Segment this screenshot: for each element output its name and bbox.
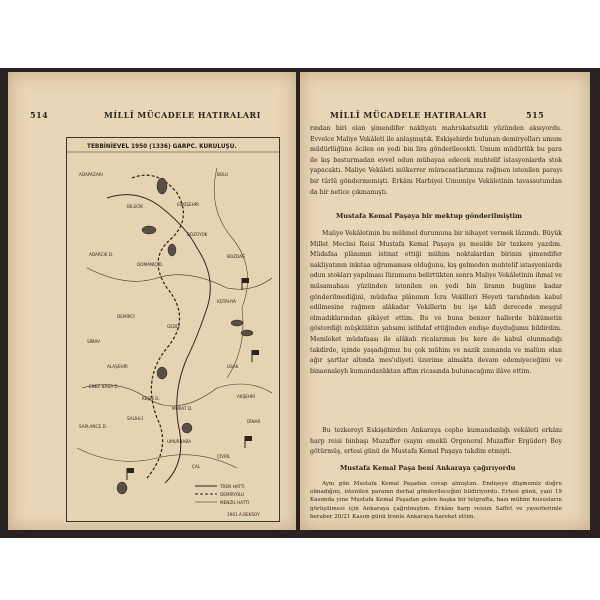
map-label: SİMAV <box>87 339 100 344</box>
paragraph: Bu tezkereyi Eskişehirden Ankaraya cephe kumandanlığı vekâleti erkânı harp reisi binbaşı Muzaffer (sayın emekli Orgeneral Muzaffer Ergüder) Bey götürmüş, ertesi günü de Mustafa Kemal Paşaya takdim etmişti. <box>310 427 562 456</box>
map-label: UMURBABA <box>167 439 192 444</box>
map-label: GEDİZ <box>167 324 181 329</box>
troop-unit-marker <box>157 367 167 379</box>
map-label: DEMİRCİ <box>117 314 135 319</box>
map-label: USAK <box>227 364 239 369</box>
map-river <box>77 448 237 468</box>
troop-unit-marker <box>231 320 243 326</box>
map-label: ÇİVRİL <box>217 454 231 459</box>
right-page <box>300 72 590 530</box>
legend-item: DEMİRYOLU <box>220 492 245 497</box>
map-label: SAPLANCE D. <box>79 424 108 429</box>
legend-item: TREN HATTI <box>220 484 245 489</box>
map-rail-line <box>107 195 210 483</box>
paragraph: rından biri olan şimendifer nakliyatı mahrukatsızlık yüzünden aksıyordu. Evvelce Maliye Vekâleti ile anlaşmıştık. Eskişehirde bulunan demiryolları umum müdürlüğüne âcilen on yedi bin lira gönderilecekti. Umum müdürlük bu para ile kış basturmadan evvel odun mübayaa edecek muhtelif istasyonlarda stok yapacaktı. Maliye Vekâleti mükerrer müracaatlarımıza rağmen istenilen parayı bir türlü göndermemişti. Erkânı Harbiyei Umumiye Vekâletinin tavassutundan da bir netice çıkmamıştı. <box>310 125 562 196</box>
map-label: KEŞİŞ D. <box>142 396 160 401</box>
map-title: TEBBİNİEVEL 1950 (1336) GARPC. KURULUŞU. <box>87 144 237 150</box>
map-river <box>214 168 247 378</box>
troop-unit-marker <box>168 244 176 256</box>
map-label: KÜTAHYA <box>217 299 237 304</box>
map-label: ADAPAZARI <box>79 172 103 177</box>
map-label: BOZDAĞ <box>227 254 246 259</box>
page-number-left: 514 <box>30 110 49 120</box>
troop-unit-marker <box>117 482 127 494</box>
map-legend <box>195 484 249 505</box>
map-signature: 1961 A.BEKSOY <box>227 512 260 517</box>
book-spread <box>0 68 600 538</box>
map-label: ADARCIK D. <box>89 252 114 257</box>
map-label: BOZÜYÜK <box>187 232 208 237</box>
map-label: AKŞEHİR <box>237 394 256 399</box>
map-label: BOLU <box>217 172 229 177</box>
map-label: ESKİŞEHİR <box>177 202 199 207</box>
paragraph: Aynı gün Mustafa Kemal Paşadan cevap almıştım. Endişeye düşmemiz doğru olmadığını, istenilen paranın derhal gönderileceğini bildiriyordu. Ertesi günü, yani 19 Kasımda yine Mustafa Kemal Paşadan gelen başka bir telgrafta, bazı mühim hususların görüşülmesi için Ankaraya çağrılmıştım. Erkânı harp reisim Saffet ve yaverlerimle beraber 20/21 Kasım günü trenle Ankaraya hareket ettim. <box>310 481 562 520</box>
troop-unit-marker <box>142 226 156 234</box>
map-label: DİNAR <box>247 419 261 424</box>
map-drawing <box>67 138 279 521</box>
troop-unit-marker <box>157 178 167 194</box>
map-label: ENEZ BABA D. <box>89 384 119 389</box>
running-header-left: MİLLÎ MÜCADELE HATIRALARI <box>104 110 261 120</box>
paragraph: Maliye Vekâletinin bu mühmel durumuna bir nihayet vermek lâzımdı. Büyük Millet Meclisi Reisi Mustafa Kemal Paşaya şu mealde bir tezkere yazdım. Müdafaa plânımın istinat ettiği mühim noktalardan birinin şimendifer nakliyatının inkıtaa uğramaması olduğunu, kış gelmeden muhtelif istasyonlarda odun stokları yapılması lüzumunu belirttikten sonra Maliye Vekâletinin ihmal ve müsamahası yüzünden istenilen on yedi bin liranın bugüne kadar gönderilmediğini, müdafaa plânımın İcra Vekilleri Heyeti tarafından kabul edilmesine rağmen alâkadar Vekillerin bu işe kâfi derecede meşgul olmadıklarından şikâyet ettim. Bu ve buna benzer hallerde hükümetin gösterdiği müşkülâtın şahsımı istihdaf ettiğinden endişe duyduğumu bildirdim. Memleket müdafaası ile alâkalı ricalarımın bu kere de kabul olunmadığı takdirde, içinde yaşadığımız bu çok mühim ve nazik zamanda ve malûm olan ağır şartlar altında mes'uliyeti üzerime almakta devam edemiyeceğimi ve binaenaleyh kumandanlıktan affım ricasında bulunacağımı ilâve ettim. <box>310 230 562 375</box>
troop-unit-marker <box>241 330 253 336</box>
legend-item: MENZİL HATTI <box>220 500 250 505</box>
running-header-right: MİLLÎ MÜCADELE HATIRALARI <box>330 110 487 120</box>
map-label: ALAŞEHİR <box>107 364 128 369</box>
subheading: Mustafa Kemal Paşaya bir mektup gönderilmiştim <box>336 212 522 220</box>
page-number-right: 515 <box>526 110 545 120</box>
left-page <box>8 72 296 530</box>
map-figure <box>66 137 280 522</box>
map-label: ÇAL <box>192 464 201 469</box>
map-label: BİLECİK <box>127 204 143 209</box>
map-label: SALİHLİ <box>127 416 143 421</box>
flag-marker <box>127 278 259 480</box>
troop-unit-marker <box>182 423 192 433</box>
subheading: Mustafa Kemal Paşa beni Ankaraya çağırıyordu <box>340 464 516 472</box>
map-label: DOMANİÇ D. <box>137 262 164 267</box>
map-label: MURAT D. <box>172 406 193 411</box>
